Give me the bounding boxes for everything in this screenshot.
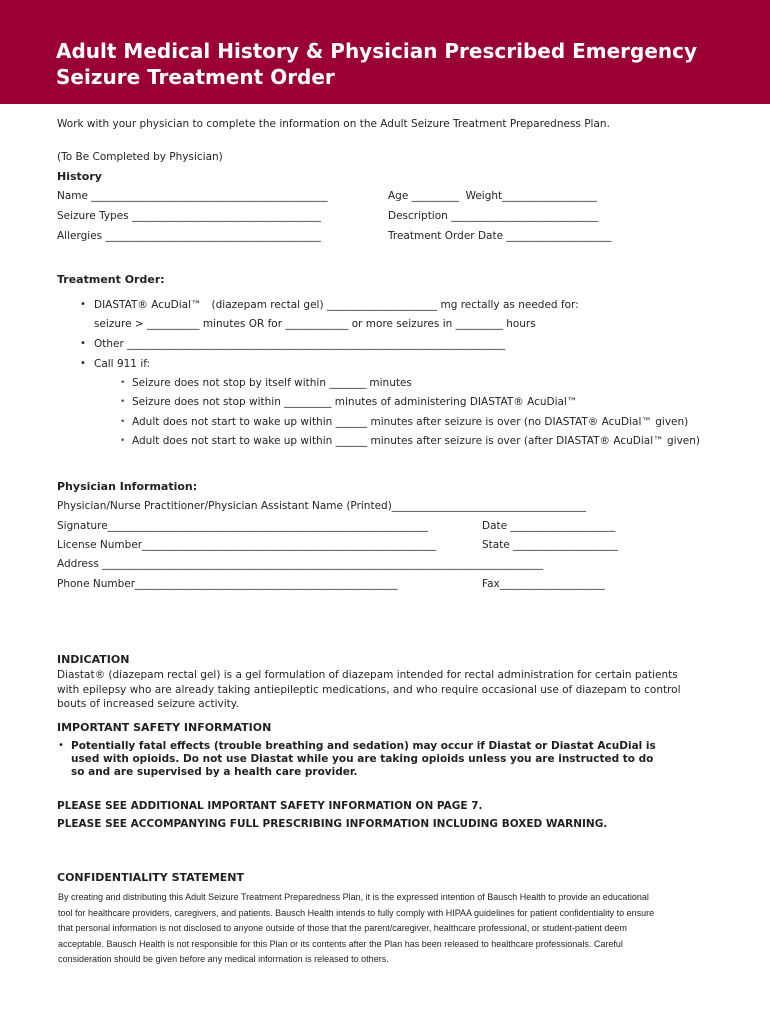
physician-name-field[interactable]: Physician/Nurse Practitioner/Physician Assistant Name (Printed)_____________________________________ [57,500,587,512]
other-field[interactable]: Other ________________________________________________________________________ [94,338,506,350]
diastat-dose-field[interactable]: DIASTAT® AcuDial™ (diazepam rectal gel) _____________________ mg rectally as needed for: [94,299,579,311]
bullet-icon: • [80,358,86,369]
confidentiality-text-2: tool for healthcare providers, caregivers, and patients. Bausch Health intends to fully comply with HIPAA guidelines for patient confidentiality to ensure [58,908,655,918]
confidentiality-text-5: consideration should be given before any medical information is released to others. [58,954,389,964]
indication-text-3: bouts of increased seizure activity. [57,698,239,710]
description-field[interactable]: Description ____________________________ [388,210,599,222]
call-911-condition-2[interactable]: Seizure does not stop within _________ minutes of administering DIASTAT® AcuDial™ [132,396,578,408]
license-number-field[interactable]: License Number________________________________________________________ [57,539,437,551]
title-banner [0,0,770,104]
page-title-line-1: Adult Medical History & Physician Prescribed Emergency [56,39,698,63]
age-weight-field[interactable]: Age _________ Weight__________________ [388,190,597,202]
safety-heading: IMPORTANT SAFETY INFORMATION [57,721,272,734]
call-911-condition-1[interactable]: Seizure does not stop by itself within _______ minutes [132,377,412,389]
call-911-label: Call 911 if: [94,358,151,370]
intro-text: Work with your physician to complete the information on the Adult Seizure Treatment Preparedness Plan. [57,118,610,130]
sub-bullet-icon: • [120,397,126,407]
safety-warning-1: Potentially fatal effects (trouble breathing and sedation) may occur if Diastat or Diastat AcuDial is [71,740,656,752]
sub-bullet-icon: • [120,378,126,388]
safety-warning-3: so and are supervised by a health care provider. [71,766,358,778]
confidentiality-text-3: that personal information is not disclosed to anyone outside of those that the parent/caregiver, healthcare professional, or student-patient deem [58,923,627,933]
call-911-condition-3[interactable]: Adult does not start to wake up within ______ minutes after seizure is over (no DIASTAT® AcuDial™ given) [132,416,689,428]
physician-info-heading: Physician Information: [57,480,198,493]
page-title [56,38,697,90]
bullet-icon: • [58,740,64,751]
phone-number-field[interactable]: Phone Number__________________________________________________ [57,578,398,590]
treatment-order-heading: Treatment Order: [57,273,165,286]
call-911-condition-4[interactable]: Adult does not start to wake up within ______ minutes after seizure is over (after DIASTAT® AcuDial™ given) [132,435,700,447]
completed-by-note: (To Be Completed by Physician) [57,151,223,163]
bullet-icon: • [80,338,86,349]
confidentiality-text-1: By creating and distributing this Adult Seizure Treatment Preparedness Plan, it is the expressed intention of Bausch Health to provide an educational [58,892,649,902]
address-field[interactable]: Address ____________________________________________________________________________________ [57,558,544,570]
treatment-order-date-field[interactable]: Treatment Order Date ____________________ [388,230,612,242]
name-field[interactable]: Name _____________________________________________ [57,190,328,202]
seizure-types-field[interactable]: Seizure Types ____________________________________ [57,210,322,222]
history-heading: History [57,170,102,183]
page-title-line-2: Seizure Treatment Order [56,65,335,89]
date-field[interactable]: Date ____________________ [482,520,616,532]
indication-text-2: with epilepsy who are already taking antiepileptic medications, and who require occasional use of diazepam to control [57,684,681,696]
indication-text-1: Diastat® (diazepam rectal gel) is a gel formulation of diazepam intended for rectal administration for certain patients [57,669,678,681]
see-prescribing-info: PLEASE SEE ACCOMPANYING FULL PRESCRIBING INFORMATION INCLUDING BOXED WARNING. [57,818,608,830]
bullet-icon: • [80,299,86,310]
confidentiality-heading: CONFIDENTIALITY STATEMENT [57,871,245,884]
allergies-field[interactable]: Allergies _________________________________________ [57,230,321,242]
seizure-criteria-field[interactable]: seizure > __________ minutes OR for ____________ or more seizures in _________ hours [94,318,536,330]
fax-field[interactable]: Fax____________________ [482,578,605,590]
state-field[interactable]: State ____________________ [482,539,619,551]
signature-field[interactable]: Signature_____________________________________________________________ [57,520,428,532]
see-safety-info: PLEASE SEE ADDITIONAL IMPORTANT SAFETY INFORMATION ON PAGE 7. [57,800,483,812]
sub-bullet-icon: • [120,417,126,427]
indication-heading: INDICATION [57,653,130,666]
safety-warning-2: used with opioids. Do not use Diastat while you are taking opioids unless you are instructed to do [71,753,654,765]
sub-bullet-icon: • [120,436,126,446]
confidentiality-text-4: acceptable. Bausch Health is not responsible for this Plan or its contents after the Plan has been released to healthcare professionals. Careful [58,939,623,949]
